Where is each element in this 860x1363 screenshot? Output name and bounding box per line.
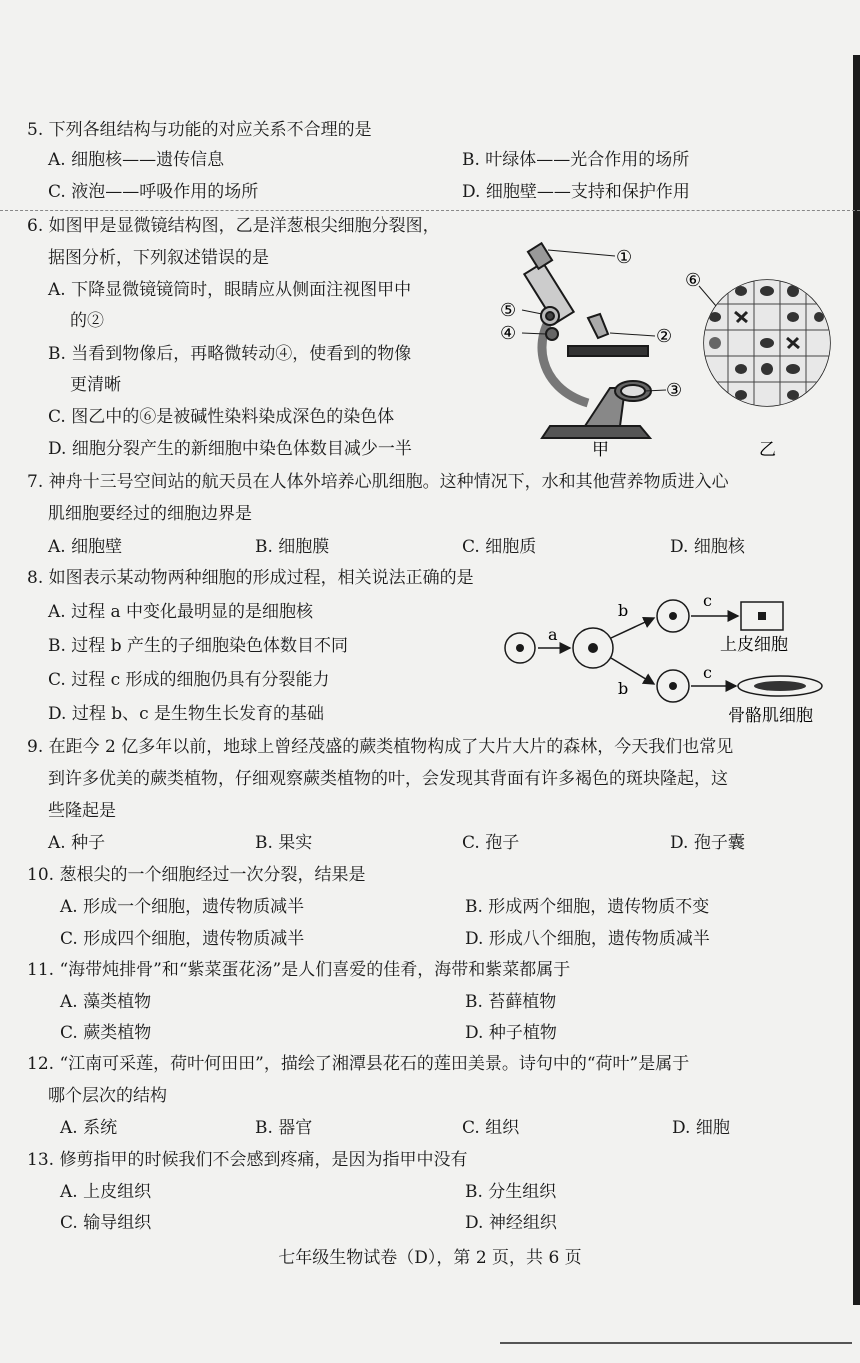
- q9-option-c[interactable]: C. 孢子: [462, 833, 520, 853]
- callout-4: ④: [500, 323, 517, 344]
- scan-edge-bar: [853, 55, 860, 1305]
- q6-stem-line2: 据图分析，下列叙述错误的是: [48, 248, 269, 268]
- onion-root-cells-illustration: [702, 278, 832, 408]
- q11-option-a[interactable]: A. 藻类植物: [60, 992, 152, 1012]
- q8-figure: [498, 588, 838, 728]
- q8-option-a[interactable]: A. 过程 a 中变化最明显的是细胞核: [48, 602, 314, 622]
- q10-option-d[interactable]: D. 形成八个细胞，遗传物质减半: [465, 929, 710, 949]
- q11-stem: 11. “海带炖排骨”和“紫菜蛋花汤”是人们喜爱的佳肴，海带和紫菜都属于: [27, 960, 571, 980]
- q13-option-b[interactable]: B. 分生组织: [465, 1182, 557, 1202]
- q10-option-a[interactable]: A. 形成一个细胞，遗传物质减半: [60, 897, 305, 917]
- q13-option-a[interactable]: A. 上皮组织: [60, 1182, 152, 1202]
- process-a-label: a: [548, 625, 558, 644]
- q9-stem-line1: 9. 在距今 2 亿多年以前，地球上曾经茂盛的蕨类植物构成了大片大片的森林，今天我们也常见: [27, 737, 734, 757]
- q12-option-b[interactable]: B. 器官: [255, 1118, 313, 1138]
- q11-option-d[interactable]: D. 种子植物: [465, 1023, 557, 1043]
- q12-option-c[interactable]: C. 组织: [462, 1118, 520, 1138]
- q6-option-a[interactable]: A. 下降显微镜镜筒时，眼睛应从侧面注视图甲中: [48, 280, 412, 300]
- q12-option-a[interactable]: A. 系统: [60, 1118, 118, 1138]
- q6-option-c[interactable]: C. 图乙中的⑥是被碱性染料染成深色的染色体: [48, 407, 395, 427]
- microscope-illustration: [524, 243, 651, 438]
- q13-stem: 13. 修剪指甲的时候我们不会感到疼痛，是因为指甲中没有: [27, 1150, 468, 1170]
- q7-option-d[interactable]: D. 细胞核: [670, 537, 745, 557]
- process-c-label-bottom: c: [703, 663, 712, 682]
- q9-option-b[interactable]: B. 果实: [255, 833, 313, 853]
- q5-stem: 5. 下列各组结构与功能的对应关系不合理的是: [27, 120, 372, 140]
- q7-option-b[interactable]: B. 细胞膜: [255, 537, 330, 557]
- q8-stem: 8. 如图表示某动物两种细胞的形成过程，相关说法正确的是: [27, 568, 474, 588]
- q8-option-b[interactable]: B. 过程 b 产生的子细胞染色体数目不同: [48, 636, 348, 656]
- callout-3: ③: [666, 380, 683, 401]
- q5-option-a[interactable]: A. 细胞核——遗传信息: [48, 150, 225, 170]
- q5-option-c[interactable]: C. 液泡——呼吸作用的场所: [48, 182, 259, 202]
- scan-bottom-line: [500, 1342, 852, 1344]
- q9-stem-line3: 些隆起是: [48, 801, 116, 821]
- q6-stem-line1: 6. 如图甲是显微镜结构图，乙是洋葱根尖细胞分裂图，: [27, 216, 440, 236]
- q6-option-b[interactable]: B. 当看到物像后，再略微转动④，使看到的物像: [48, 344, 412, 364]
- q13-option-c[interactable]: C. 输导组织: [60, 1213, 152, 1233]
- q11-option-b[interactable]: B. 苔藓植物: [465, 992, 557, 1012]
- q5-option-b[interactable]: B. 叶绿体——光合作用的场所: [462, 150, 690, 170]
- q11-option-c[interactable]: C. 蕨类植物: [60, 1023, 152, 1043]
- callout-6: ⑥: [685, 270, 702, 291]
- q8-option-c[interactable]: C. 过程 c 形成的细胞仍具有分裂能力: [48, 670, 330, 690]
- q7-stem-line2: 肌细胞要经过的细胞边界是: [48, 504, 252, 524]
- q9-stem-line2: 到许多优美的蕨类植物，仔细观察蕨类植物的叶，会发现其背面有许多褐色的斑块隆起，这: [48, 769, 728, 789]
- q7-option-a[interactable]: A. 细胞壁: [48, 537, 123, 557]
- page-footer: 七年级生物试卷（D），第 2 页，共 6 页: [278, 1248, 582, 1268]
- callout-2: ②: [656, 326, 673, 347]
- q6-figure: [490, 238, 835, 463]
- q5-option-d[interactable]: D. 细胞壁——支持和保护作用: [462, 182, 690, 202]
- callout-5: ⑤: [500, 300, 517, 321]
- q9-option-d[interactable]: D. 孢子囊: [670, 833, 745, 853]
- q6-option-d[interactable]: D. 细胞分裂产生的新细胞中染色体数目减少一半: [48, 439, 412, 459]
- skeletal-muscle-cell-label: 骨骼肌细胞: [728, 706, 813, 726]
- q8-option-d[interactable]: D. 过程 b、c 是生物生长发育的基础: [48, 704, 325, 724]
- process-b-label-top: b: [618, 601, 629, 620]
- q6-option-b-cont: 更清晰: [70, 375, 121, 395]
- q7-stem-line1: 7. 神舟十三号空间站的航天员在人体外培养心肌细胞。这种情况下，水和其他营养物质进入心: [27, 472, 729, 492]
- q6-option-a-cont: 的②: [70, 311, 104, 331]
- q10-stem: 10. 葱根尖的一个细胞经过一次分裂，结果是: [27, 865, 366, 885]
- q10-option-b[interactable]: B. 形成两个细胞，遗传物质不变: [465, 897, 710, 917]
- q13-option-d[interactable]: D. 神经组织: [465, 1213, 557, 1233]
- epithelial-cell-label: 上皮细胞: [720, 635, 788, 655]
- q12-stem-line2: 哪个层次的结构: [48, 1086, 167, 1106]
- q12-stem-line1: 12. “江南可采莲，荷叶何田田”，描绘了湘潭县花石的莲田美景。诗句中的“荷叶”是属于: [27, 1054, 690, 1074]
- callout-1: ①: [616, 247, 633, 268]
- process-b-label-bottom: b: [618, 679, 629, 698]
- question-divider: [0, 210, 860, 211]
- q7-option-c[interactable]: C. 细胞质: [462, 537, 537, 557]
- figure-label-jia: 甲: [592, 440, 609, 460]
- process-c-label-top: c: [703, 591, 712, 610]
- q9-option-a[interactable]: A. 种子: [48, 833, 106, 853]
- q10-option-c[interactable]: C. 形成四个细胞，遗传物质减半: [60, 929, 305, 949]
- q12-option-d[interactable]: D. 细胞: [672, 1118, 730, 1138]
- figure-label-yi: 乙: [759, 440, 776, 460]
